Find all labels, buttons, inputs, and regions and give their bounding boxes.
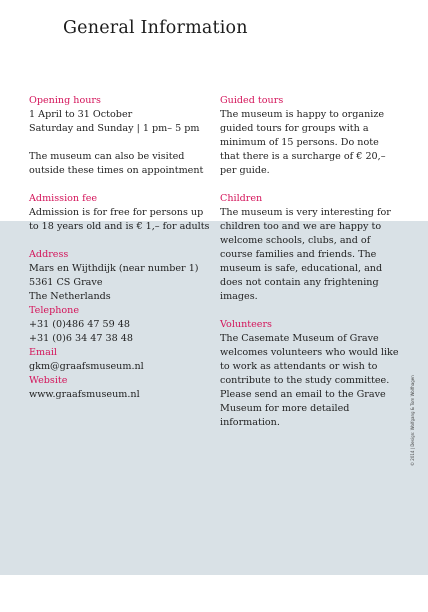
telephone-heading: Telephone [29,305,80,316]
guided-tours-heading: Guided tours [220,95,284,106]
opening-note: The museum can also be visited outside these times on appointment [29,151,204,176]
admission-text: Admission is for free for persons up to 18 years old and is € 1,– for adults [29,207,210,232]
page-title: General Information [63,18,248,38]
postal-code: 5361 CS Grave [29,277,103,288]
left-column [29,94,214,402]
opening-times: Saturday and Sunday | 1 pm– 5 pm [29,123,200,134]
address-line: Mars en Wijthdijk (near number 1) [29,263,199,274]
opening-dates: 1 April to 31 October [29,109,133,120]
website-link[interactable]: www.graafsmuseum.nl [29,389,140,400]
volunteers-heading: Volunteers [220,319,272,330]
admission-heading: Admission fee [29,193,98,204]
volunteers-text: The Casemate Museum of Grave welcomes volunteers who would like to work as attendants or wish to contribute to the study committee. Please send an email to the Grave Museum for more detailed information. [220,333,399,428]
guided-tours-text: The museum is happy to organize guided tours for groups with a minimum of 15 persons. Do note that there is a surcharge of € 20,– per guide. [220,109,386,176]
telephone-line-1: +31 (0)486 47 59 48 [29,319,130,330]
country: The Netherlands [29,291,111,302]
email-link[interactable]: gkm@graafsmuseum.nl [29,361,144,372]
children-text: The museum is very interesting for children too and we are happy to welcome schools, clubs, and of course families and friends. The museum is safe, educational, and does not contain any frightening images. [220,207,391,302]
credits-note: © 2014 | Design: Wolfgang & Tom Wolfhagen [410,375,415,466]
opening-hours-heading: Opening hours [29,95,101,106]
telephone-line-2: +31 (0)6 34 47 38 48 [29,333,134,344]
right-column [220,94,400,430]
children-heading: Children [220,193,263,204]
website-heading: Website [29,375,68,386]
email-heading: Email [29,347,57,358]
address-heading: Address [29,249,69,260]
